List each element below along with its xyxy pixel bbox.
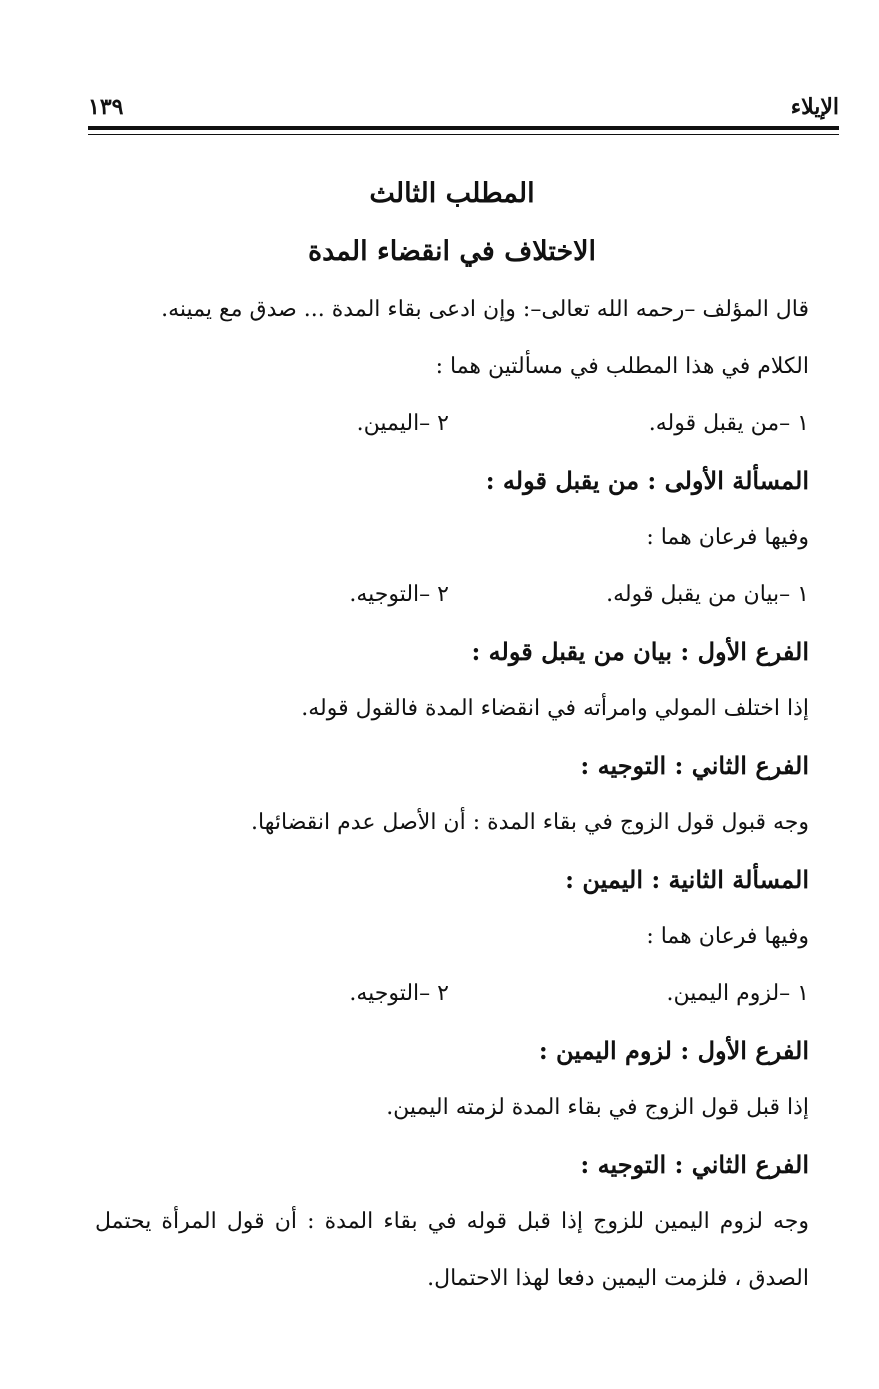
issue2-branch1-text: إذا قبل قول الزوج في بقاء المدة لزمته اليمين. bbox=[386, 1095, 809, 1120]
issue2-branch2-heading: الفرع الثاني : التوجيه : bbox=[580, 1150, 809, 1179]
issue2-intro: وفيها فرعان هما : bbox=[646, 924, 809, 949]
issue1-branch2-heading: الفرع الثاني : التوجيه : bbox=[580, 751, 809, 780]
page-body bbox=[95, 165, 809, 1307]
header-rule-thin bbox=[88, 134, 839, 135]
section-subtitle: الاختلاف في انقضاء المدة bbox=[307, 236, 597, 267]
issue1-list bbox=[95, 566, 809, 623]
issue1-heading: المسألة الأولى : من يقبل قوله : bbox=[485, 466, 809, 495]
intro-line-2: الكلام في هذا المطلب في مسألتين هما : bbox=[435, 354, 809, 379]
page-number: ١٣٩ bbox=[88, 94, 124, 120]
issue2-list-item-1: ١ –لزوم اليمين. bbox=[666, 981, 809, 1006]
issue2-list bbox=[95, 965, 809, 1022]
issue1-intro: وفيها فرعان هما : bbox=[646, 525, 809, 550]
issues-list bbox=[95, 395, 809, 452]
issue1-branch1-heading: الفرع الأول : بيان من يقبل قوله : bbox=[471, 637, 809, 666]
intro-line: قال المؤلف –رحمه الله تعالى–: وإن ادعى بقاء المدة ... صدق مع يمينه. bbox=[161, 297, 809, 322]
issues-list-item-1: ١ –من يقبل قوله. bbox=[648, 411, 809, 436]
issue1-branch1-text: إذا اختلف المولي وامرأته في انقضاء المدة فالقول قوله. bbox=[301, 696, 809, 721]
issue1-list-item-1: ١ –بيان من يقبل قوله. bbox=[606, 582, 809, 607]
header-rule-thick bbox=[88, 126, 839, 130]
issues-list-item-2: ٢ –اليمين. bbox=[356, 411, 449, 436]
issue2-branch1-heading: الفرع الأول : لزوم اليمين : bbox=[538, 1036, 809, 1065]
issue2-list-item-2: ٢ –التوجيه. bbox=[349, 981, 449, 1006]
running-header-title: الإيلاء bbox=[790, 94, 839, 120]
issue1-list-item-2: ٢ –التوجيه. bbox=[349, 582, 449, 607]
issue2-branch2-text: وجه لزوم اليمين للزوج إذا قبل قوله في بقاء المدة : أن قول المرأة يحتمل الصدق ، فلزمت اليمين دفعا لهذا الاحتمال. bbox=[95, 1209, 809, 1291]
section-title: المطلب الثالث bbox=[369, 178, 535, 209]
running-header bbox=[88, 94, 839, 126]
issue2-heading: المسألة الثانية : اليمين : bbox=[565, 865, 809, 894]
issue1-branch2-text: وجه قبول قول الزوج في بقاء المدة : أن الأصل عدم انقضائها. bbox=[251, 810, 809, 835]
